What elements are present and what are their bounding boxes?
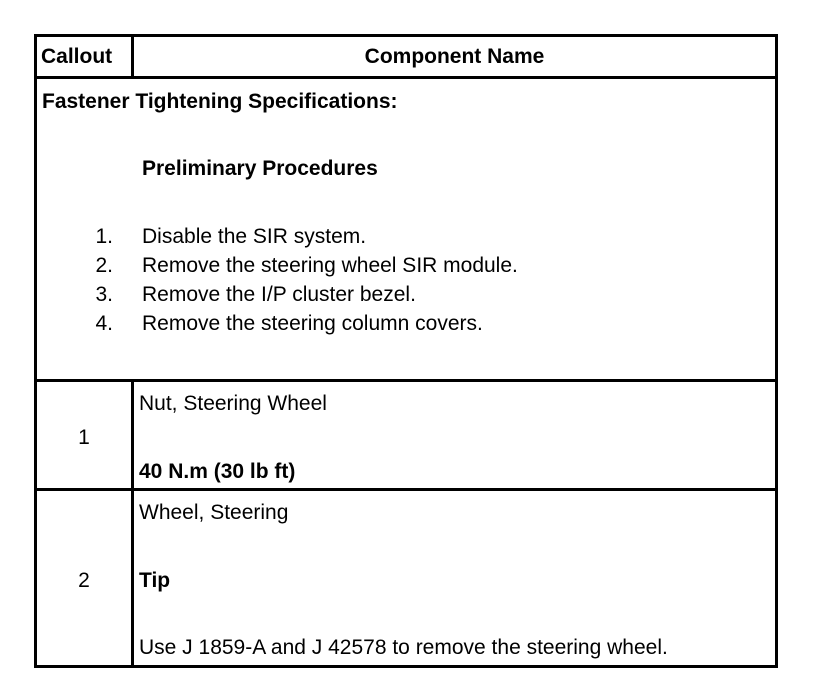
row2-divider <box>131 488 134 668</box>
step-text: Disable the SIR system. <box>142 225 367 248</box>
step-number: 4. <box>95 312 113 335</box>
header-bottom-border <box>37 76 775 79</box>
row2-tip-label: Tip <box>139 569 171 592</box>
component-table <box>34 34 778 668</box>
step-number: 2. <box>95 254 113 277</box>
fastener-spec-title: Fastener Tightening Specifications: <box>42 90 398 113</box>
step-number: 3. <box>95 283 113 306</box>
step-text: Remove the steering column covers. <box>142 312 483 335</box>
step-text: Remove the I/P cluster bezel. <box>142 283 416 306</box>
step-text: Remove the steering wheel SIR module. <box>142 254 518 277</box>
row1-torque-spec: 40 N.m (30 lb ft) <box>139 460 296 483</box>
step-number: 1. <box>95 225 113 248</box>
row2-tip-text: Use J 1859-A and J 42578 to remove the steering wheel. <box>139 636 668 659</box>
preliminary-procedures-title: Preliminary Procedures <box>142 157 378 180</box>
row2-callout: 2 <box>78 569 90 592</box>
row1-component-name: Nut, Steering Wheel <box>139 392 327 415</box>
row2-component-name: Wheel, Steering <box>139 501 289 524</box>
row1-divider <box>131 379 134 489</box>
header-callout: Callout <box>41 45 113 68</box>
row1-callout: 1 <box>78 426 90 449</box>
row1-bottom-border <box>37 488 775 491</box>
header-component-name: Component Name <box>364 45 545 68</box>
section-bottom-border <box>37 379 775 382</box>
